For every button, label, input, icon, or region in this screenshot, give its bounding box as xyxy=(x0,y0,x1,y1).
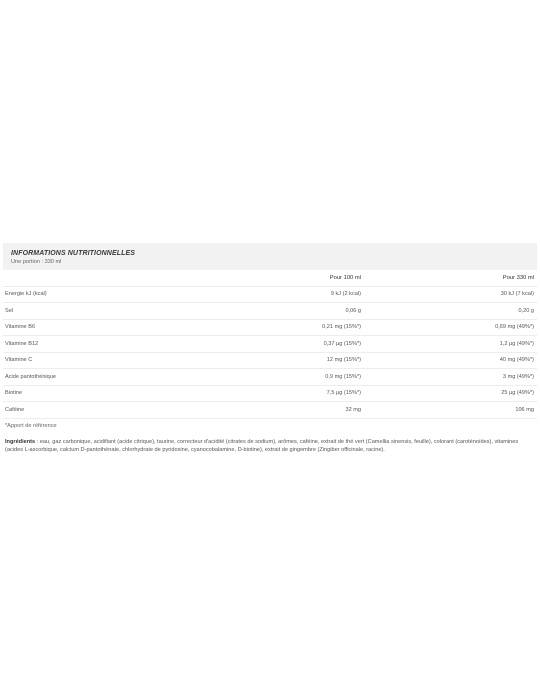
nutrition-table xyxy=(3,270,537,419)
value-per-100ml: 0,37 µg (15%*) xyxy=(323,340,361,347)
value-per-100ml: 32 mg xyxy=(345,406,361,413)
value-per-100ml: 0,21 mg (15%*) xyxy=(322,324,361,331)
ingredients-label: Ingrédients xyxy=(5,438,36,445)
value-per-100ml: 7,5 µg (15%*) xyxy=(326,390,361,397)
ingredients-list: : eau, gaz carbonique, acidifiant (acide citrique), taurine, correcteur d'acidité (citrates de sodium), arômes, caféine, extrait de thé vert (Camellia sinensis, feuille), colorant (caroténoïdes), vitamines (acides L-ascorbique, calcium D-pantothénate, chlorhydrate de pyridoxine, cyanocobalamine, D-biotine), extrait de gingembre (Zingiber officinale, racine). xyxy=(5,438,519,453)
value-per-330ml: 30 kJ (7 kcal) xyxy=(500,291,534,298)
ingredients-text xyxy=(3,433,537,454)
nutrient-name: Sel xyxy=(5,307,14,314)
nutrient-name: Vitamine B6 xyxy=(5,324,36,331)
value-per-100ml: 12 mg (15%*) xyxy=(326,357,361,364)
value-per-330ml: 0,20 g xyxy=(518,307,534,314)
column-header-per-330ml: Pour 330 ml xyxy=(502,274,534,281)
table-header-row xyxy=(3,270,537,286)
value-per-330ml: 40 mg (49%*) xyxy=(499,357,534,364)
table-row xyxy=(3,352,537,369)
nutrient-name: Vitamine C xyxy=(5,357,33,364)
footnote: *Apport de référence xyxy=(5,422,57,429)
nutrient-name: Energie kJ (kcal) xyxy=(5,291,47,298)
nutrition-title: INFORMATIONS NUTRITIONNELLES xyxy=(11,250,135,257)
value-per-330ml: 25 µg (49%*) xyxy=(501,390,534,397)
value-per-330ml: 1,2 µg (49%*) xyxy=(499,340,534,347)
table-row xyxy=(3,336,537,353)
nutrient-name: Caféine xyxy=(5,406,25,413)
value-per-330ml: 0,69 mg (49%*) xyxy=(495,324,534,331)
value-per-100ml: 0,06 g xyxy=(345,307,361,314)
value-per-330ml: 106 mg xyxy=(515,406,534,413)
nutrient-name: Biotine xyxy=(5,390,23,397)
column-header-nutrient xyxy=(3,270,213,286)
nutrient-name: Vitamine B12 xyxy=(5,340,39,347)
column-header-per-100ml: Pour 100 ml xyxy=(329,274,361,281)
portion-size: Une portion : 330 ml xyxy=(11,259,62,265)
table-row xyxy=(3,385,537,402)
nutrition-panel xyxy=(3,243,537,453)
nutrient-name: Acide pantothénique xyxy=(5,373,57,380)
value-per-100ml: 0,9 mg (15%*) xyxy=(325,373,361,380)
table-row xyxy=(3,402,537,419)
value-per-330ml: 3 mg (49%*) xyxy=(502,373,534,380)
value-per-100ml: 9 kJ (2 kcal) xyxy=(330,291,361,298)
table-row xyxy=(3,286,537,303)
table-row xyxy=(3,369,537,386)
table-row xyxy=(3,319,537,336)
table-row xyxy=(3,303,537,320)
nutrition-header xyxy=(3,243,537,270)
